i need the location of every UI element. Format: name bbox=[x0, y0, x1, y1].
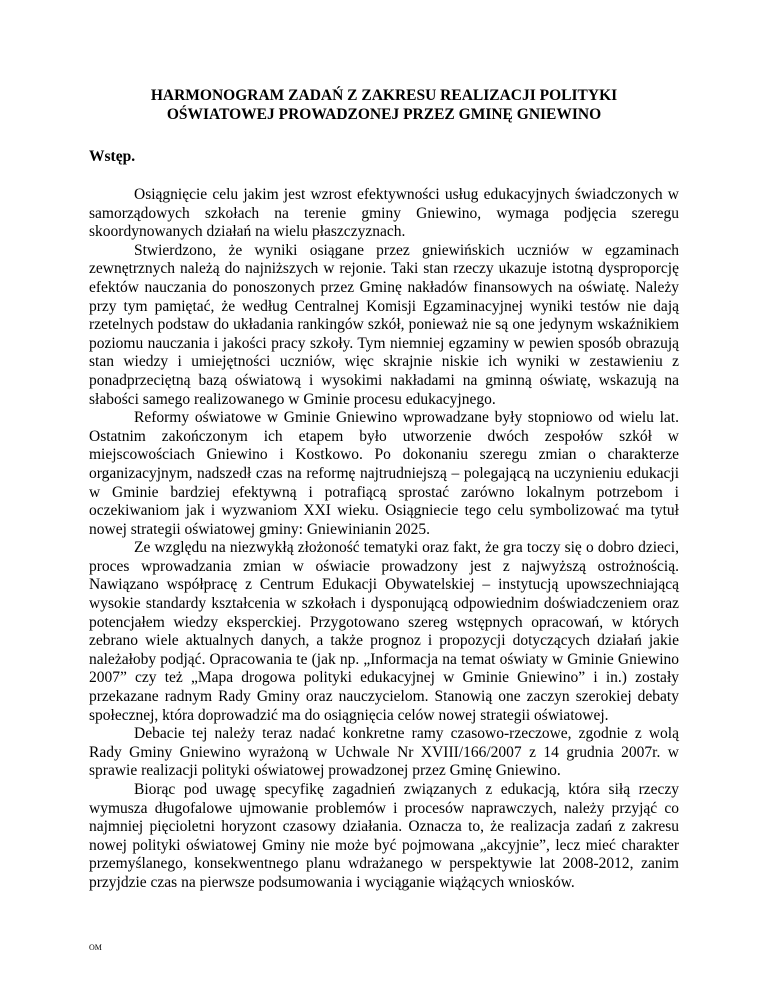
paragraph: Biorąc pod uwagę specyfikę zagadnień związanych z edukacją, która siłą rzeczy wymusza długofalowe ujmowanie problemów i procesów naprawczych, należy przyjąć co najmniej pięcioletni horyzont czasowy działania. Oznacza to, że realizacja zadań z zakresu nowej polityki oświatowej Gminy nie może być pojmowana „akcyjnie”, lecz mieć charakter przemyślanego, konsekwentnego planu wdrażanego w perspektywie lat 2008-2012, zanim przyjdzie czas na pierwsze podsumowania i wyciąganie wiążących wniosków. bbox=[89, 781, 679, 891]
page-footer: OM bbox=[89, 943, 102, 952]
document-page bbox=[89, 86, 679, 893]
document-title-line-2: OŚWIATOWEJ PROWADZONEJ PRZEZ GMINĘ GNIEWINO bbox=[166, 106, 602, 123]
paragraph: Ze względu na niezwykłą złożoność tematyki oraz fakt, że gra toczy się o dobro dzieci, proces wprowadzania zmian w oświacie prowadzony jest z najwyższą ostrożnością. Nawiązano współpracę z Centrum Edukacji Obywatelskiej – instytucją upowszechniającą wysokie standardy kształcenia w szkołach i dysponującą odpowiednim doświadczeniem oraz potencjałem wiedzy eksperckiej. Przygotowano szereg wstępnych opracowań, w których zebrano wiele aktualnych danych, a także prognoz i propozycji dotyczących działań jakie należałoby podjąć. Opracowania te (jak np. „Informacja na temat oświaty w Gminie Gniewino 2007” czy też „Mapa drogowa polityki edukacyjnej w Gminie Gniewino” i in.) zostały przekazane radnym Rady Gminy oraz nauczycielom. Stanowią one zaczyn szerokiej debaty społecznej, która doprowadzić ma do osiągnięcia celów nowej strategii oświatowej. bbox=[89, 539, 679, 724]
document-body bbox=[89, 186, 679, 893]
paragraph: Debacie tej należy teraz nadać konkretne ramy czasowo-rzeczowe, zgodnie z wolą Rady Gminy Gniewino wyrażoną w Uchwale Nr XVIII/166/2007 z 14 grudnia 2007r. w sprawie realizacji polityki oświatowej prowadzonej przez Gminę Gniewino. bbox=[89, 725, 679, 780]
section-heading: Wstęp. bbox=[89, 148, 136, 165]
paragraph: Osiągnięcie celu jakim jest wzrost efektywności usług edukacyjnych świadczonych w samorządowych szkołach na terenie gminy Gniewino, wymaga podjęcia szeregu skoordynowanych działań na wielu płaszczyznach. bbox=[89, 186, 679, 241]
paragraph: Reformy oświatowe w Gminie Gniewino wprowadzane były stopniowo od wielu lat. Ostatnim zakończonym ich etapem było utworzenie dwóch zespołów szkół w miejscowościach Gniewino i Kostkowo. Po dokonaniu szeregu zmian o charakterze organizacyjnym, nadszedł czas na reformę najtrudniejszą – polegającą na uczynieniu edukacji w Gminie bardziej efektywną i potrafiącą sprostać zarówno lokalnym potrzebom i oczekiwaniom jak i wyzwaniom XXI wieku. Osiągniecie tego celu symbolizować ma tytuł nowej strategii oświatowej gminy: Gniewinianin 2025. bbox=[89, 409, 679, 538]
document-title bbox=[89, 86, 679, 124]
paragraph: Stwierdzono, że wyniki osiągane przez gniewińskich uczniów w egzaminach zewnętrznych należą do najniższych w rejonie. Taki stan rzeczy ukazuje istotną dysproporcję efektów nauczania do ponoszonych przez Gminę nakładów finansowych na oświatę. Należy przy tym pamiętać, że według Centralnej Komisji Egzaminacyjnej wyniki testów nie dają rzetelnych podstaw do układania rankingów szkół, ponieważ nie są one jedynym wskaźnikiem poziomu nauczania i jakości pracy szkoły. Tym niemniej egzaminy w pewien sposób obrazują stan wiedzy i umiejętności uczniów, więc skrajnie niskie ich wyniki w zestawieniu z ponadprzeciętną bazą oświatową i wysokimi nakładami na gminną oświatę, wskazują na słabości samego realizowanego w Gminie procesu edukacyjnego. bbox=[89, 241, 679, 408]
document-title-line-1: HARMONOGRAM ZADAŃ Z ZAKRESU REALIZACJI POLITYKI bbox=[150, 87, 618, 104]
